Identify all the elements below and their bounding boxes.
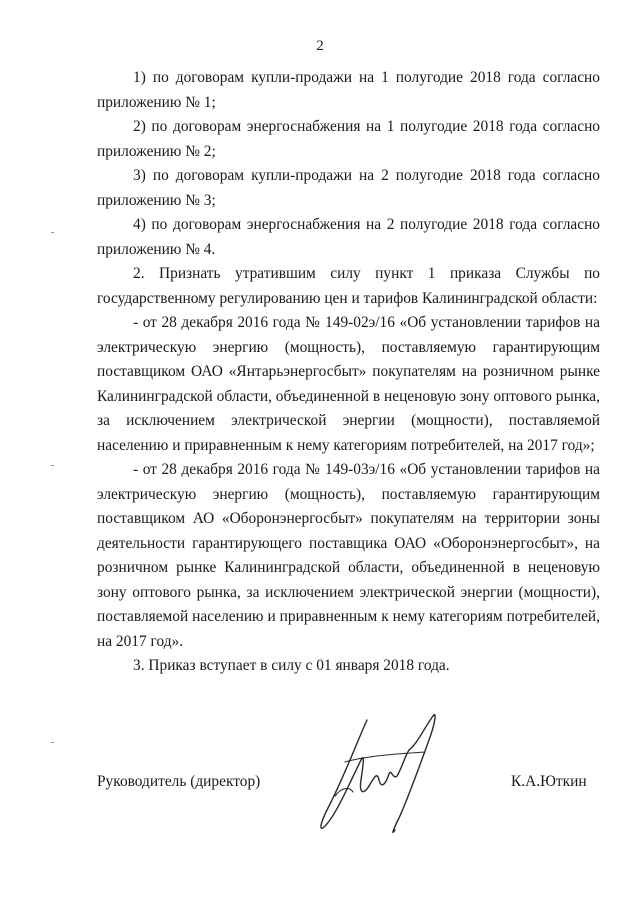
signatory-role: Руководитель (директор) bbox=[97, 773, 261, 790]
clause-2-item-1: - от 28 декабря 2016 года № 149-02э/16 «Об установлении тарифов на электрическую энергию (мощность), поставляемую гарантирующим поставщиком ОАО «Янтарьэнергосбыт» покупателям на розничном рынке Калининградской области, объединенной в неценовую зону оптового рынка, за исключением электрической энергии (мощности), поставляемой населению и приравненным к нему категориям потребителей, на 2017 год»; bbox=[97, 314, 600, 454]
clause-3: 3. Приказ вступает в силу с 01 января 2018 года. bbox=[133, 657, 450, 674]
margin-mark bbox=[51, 465, 54, 466]
document-body bbox=[97, 66, 600, 679]
list-item-2: 2) по договорам энергоснабжения на 1 полугодие 2018 года согласно приложению № 2; bbox=[97, 118, 600, 160]
list-item-3: 3) по договорам купли-продажи на 2 полугодие 2018 года согласно приложению № 3; bbox=[97, 167, 600, 209]
list-item-4: 4) по договорам энергоснабжения на 2 полугодие 2018 года согласно приложению № 4. bbox=[97, 216, 600, 258]
signatory-name: К.А.Юткин bbox=[511, 773, 587, 790]
list-item-1: 1) по договорам купли-продажи на 1 полугодие 2018 года согласно приложению № 1; bbox=[97, 69, 600, 111]
margin-mark bbox=[51, 742, 54, 743]
handwritten-signature bbox=[305, 700, 455, 845]
clause-2-item-2: - от 28 декабря 2016 года № 149-03э/16 «Об установлении тарифов на электрическую энергию (мощность), поставляемую гарантирующим поставщиком АО «Оборонэнергосбыт» покупателям на территории зоны деятельности гарантирующего поставщика ОАО «Оборонэнергосбыт», на розничном рынке Калининградской области, объединенной в неценовую зону оптового рынка, за исключением электрической энергии (мощности), поставляемой населению и приравненным к нему категориям потребителей, на 2017 год». bbox=[97, 461, 600, 650]
margin-mark bbox=[51, 232, 54, 233]
clause-2: 2. Признать утратившим силу пункт 1 приказа Службы по государственному регулированию цен и тарифов Калининградской области: bbox=[97, 265, 600, 307]
page-number: 2 bbox=[316, 38, 324, 54]
